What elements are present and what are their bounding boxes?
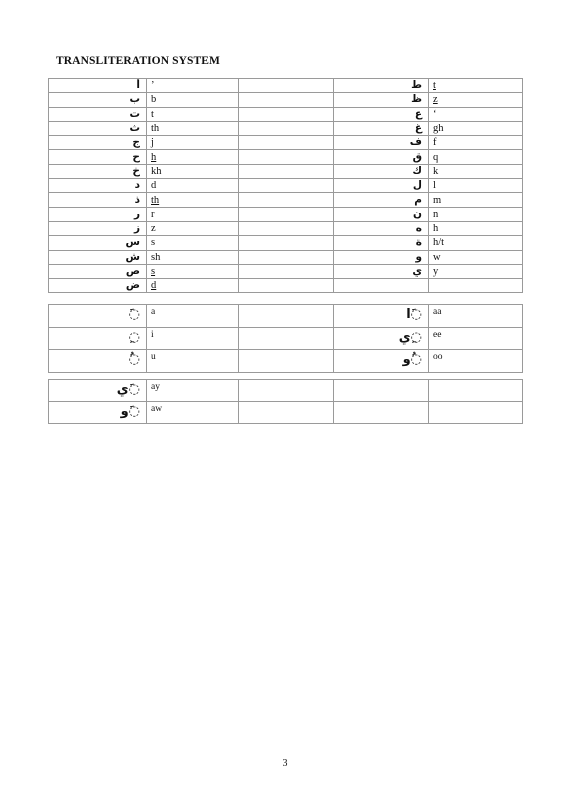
arabic-letter-cell-text: ي bbox=[412, 265, 422, 277]
transliteration-cell-text: y bbox=[433, 266, 439, 277]
transliteration-cell-text: j bbox=[151, 137, 154, 149]
transliteration-cell-text: u bbox=[151, 352, 156, 363]
arabic-letter-cell bbox=[334, 150, 429, 164]
transliteration-cell-text: d bbox=[151, 180, 157, 192]
arabic-letter-cell bbox=[334, 179, 429, 193]
transliteration-cell-text: s bbox=[151, 237, 156, 249]
arabic-letter-cell-text: ظ bbox=[411, 93, 422, 106]
arabic-letter-cell-text: ◌ِ bbox=[128, 329, 140, 345]
transliteration-cell-text: k bbox=[433, 165, 439, 177]
arabic-letter-cell bbox=[334, 236, 429, 250]
transliteration-cell bbox=[147, 93, 239, 107]
transliteration-cell-text: ʻ bbox=[433, 108, 437, 120]
transliteration-cell-text: h bbox=[433, 223, 439, 235]
page-number: 3 bbox=[282, 758, 288, 769]
empty-cell bbox=[239, 305, 334, 328]
empty-cell bbox=[239, 350, 334, 373]
transliteration-cell bbox=[429, 121, 523, 135]
transliteration-cell-text: th bbox=[151, 123, 160, 135]
transliteration-cell bbox=[147, 250, 239, 264]
arabic-letter-cell-text: ه bbox=[415, 222, 422, 235]
transliteration-cell-text: n bbox=[433, 208, 439, 220]
empty-cell bbox=[429, 402, 523, 424]
arabic-letter-cell-text: و bbox=[415, 250, 422, 263]
empty-cell bbox=[334, 402, 429, 424]
transliteration-cell-text: sh bbox=[151, 251, 161, 263]
transliteration-cell bbox=[429, 250, 523, 264]
transliteration-cell bbox=[429, 79, 523, 93]
arabic-letter-cell-text: أ bbox=[136, 79, 140, 92]
transliteration-cell-text: t bbox=[151, 108, 154, 120]
arabic-letter-cell-text: ت bbox=[129, 107, 140, 120]
transliteration-cell bbox=[429, 236, 523, 250]
transliteration-cell-text: gh bbox=[433, 123, 444, 135]
arabic-letter-cell-text: ز bbox=[133, 222, 140, 235]
transliteration-cell-text: w bbox=[433, 251, 441, 263]
transliteration-cell bbox=[147, 221, 239, 235]
transliteration-cell bbox=[147, 279, 239, 293]
arabic-letter-cell bbox=[334, 327, 429, 350]
empty-cell bbox=[239, 402, 334, 424]
transliteration-cell bbox=[147, 236, 239, 250]
transliteration-cell-text: h bbox=[151, 151, 157, 163]
arabic-letter-cell-text: د bbox=[134, 179, 140, 192]
empty-cell bbox=[239, 79, 334, 93]
arabic-letter-cell-text: خ bbox=[132, 164, 140, 177]
transliteration-cell-text: z bbox=[433, 94, 438, 106]
consonants-row bbox=[49, 279, 523, 293]
arabic-letter-cell bbox=[49, 79, 147, 93]
consonants-row bbox=[49, 150, 523, 164]
arabic-letter-cell-text: ث bbox=[129, 122, 140, 135]
arabic-letter-cell bbox=[334, 279, 429, 293]
arabic-letter-cell bbox=[49, 327, 147, 350]
transliteration-cell-text: th bbox=[151, 194, 160, 206]
transliteration-cell bbox=[429, 136, 523, 150]
transliteration-cell bbox=[147, 327, 239, 350]
transliteration-cell bbox=[147, 179, 239, 193]
arabic-letter-cell bbox=[49, 207, 147, 221]
arabic-letter-cell bbox=[49, 380, 147, 402]
arabic-letter-cell-text: ج bbox=[132, 136, 140, 149]
arabic-letter-cell-text: ◌ِي bbox=[398, 329, 422, 345]
arabic-letter-cell bbox=[49, 107, 147, 121]
consonants-row bbox=[49, 250, 523, 264]
arabic-letter-cell-text: ل bbox=[412, 179, 422, 192]
transliteration-cell bbox=[429, 107, 523, 121]
transliteration-cell-text: m bbox=[433, 194, 442, 206]
empty-cell bbox=[239, 380, 334, 402]
transliteration-cell bbox=[429, 150, 523, 164]
arabic-letter-cell-text: ش bbox=[125, 250, 140, 263]
arabic-letter-cell-text: ع bbox=[414, 107, 422, 120]
transliteration-cell bbox=[147, 380, 239, 402]
arabic-letter-cell bbox=[334, 207, 429, 221]
arabic-letter-cell-text: ◌َي bbox=[116, 382, 140, 397]
page-title: TRANSLITERATION SYSTEM bbox=[56, 55, 220, 67]
arabic-letter-cell bbox=[49, 305, 147, 328]
empty-cell bbox=[239, 207, 334, 221]
transliteration-cell bbox=[147, 193, 239, 207]
arabic-letter-cell bbox=[334, 221, 429, 235]
consonants-row bbox=[49, 179, 523, 193]
arabic-letter-cell bbox=[334, 136, 429, 150]
arabic-letter-cell-text: ح bbox=[132, 150, 140, 163]
arabic-letter-cell-text: غ bbox=[414, 122, 422, 135]
arabic-letter-cell bbox=[334, 121, 429, 135]
arabic-letter-cell-text: ق bbox=[412, 150, 422, 163]
arabic-letter-cell-text: ف bbox=[409, 136, 422, 149]
transliteration-cell-text: t bbox=[433, 80, 436, 92]
transliteration-cell-text: kh bbox=[151, 165, 162, 177]
vowels-row bbox=[49, 327, 523, 350]
vowels-table bbox=[48, 304, 523, 373]
transliteration-cell-text: ʼ bbox=[151, 80, 155, 92]
arabic-letter-cell bbox=[49, 136, 147, 150]
consonants-row bbox=[49, 93, 523, 107]
transliteration-cell bbox=[147, 136, 239, 150]
transliteration-cell bbox=[429, 164, 523, 178]
transliteration-cell-text: q bbox=[433, 151, 439, 163]
arabic-letter-cell-text: ◌ُ bbox=[128, 352, 140, 368]
consonants-row bbox=[49, 193, 523, 207]
empty-cell bbox=[239, 193, 334, 207]
transliteration-cell-text: aa bbox=[433, 307, 442, 317]
transliteration-cell-text: i bbox=[151, 329, 154, 340]
transliteration-cell bbox=[429, 264, 523, 278]
consonants-row bbox=[49, 207, 523, 221]
consonants-row bbox=[49, 264, 523, 278]
transliteration-cell bbox=[429, 207, 523, 221]
empty-cell bbox=[239, 136, 334, 150]
transliteration-cell-text: l bbox=[433, 180, 436, 192]
arabic-letter-cell-text: ر bbox=[133, 207, 140, 220]
vowels-row bbox=[49, 350, 523, 373]
transliteration-cell bbox=[147, 350, 239, 373]
consonants-row bbox=[49, 236, 523, 250]
empty-cell bbox=[239, 121, 334, 135]
diphthongs-table bbox=[48, 379, 523, 424]
arabic-letter-cell bbox=[334, 264, 429, 278]
transliteration-cell bbox=[147, 402, 239, 424]
arabic-letter-cell bbox=[49, 264, 147, 278]
consonants-row bbox=[49, 121, 523, 135]
transliteration-cell bbox=[429, 350, 523, 373]
diphthongs-row bbox=[49, 380, 523, 402]
transliteration-cell bbox=[429, 221, 523, 235]
transliteration-cell bbox=[147, 207, 239, 221]
transliteration-cell-text: z bbox=[151, 223, 156, 235]
transliteration-cell bbox=[429, 305, 523, 328]
empty-cell bbox=[239, 221, 334, 235]
empty-cell bbox=[239, 327, 334, 350]
empty-cell bbox=[239, 107, 334, 121]
arabic-letter-cell bbox=[49, 164, 147, 178]
arabic-letter-cell-text: ص bbox=[125, 265, 140, 277]
empty-cell bbox=[239, 264, 334, 278]
arabic-letter-cell-text: س bbox=[125, 236, 140, 249]
transliteration-cell bbox=[429, 327, 523, 350]
transliteration-cell-text: oo bbox=[433, 352, 443, 363]
arabic-letter-cell bbox=[334, 305, 429, 328]
arabic-letter-cell bbox=[334, 107, 429, 121]
diphthongs-row bbox=[49, 402, 523, 424]
transliteration-cell-text: s bbox=[151, 266, 156, 277]
arabic-letter-cell-text: ة bbox=[415, 236, 422, 249]
transliteration-cell-text: aw bbox=[151, 404, 163, 414]
consonants-row bbox=[49, 136, 523, 150]
empty-cell bbox=[334, 380, 429, 402]
consonants-row bbox=[49, 221, 523, 235]
transliteration-cell-text: f bbox=[433, 137, 437, 149]
transliteration-cell bbox=[147, 164, 239, 178]
consonants-table bbox=[48, 78, 523, 293]
arabic-letter-cell-text: ◌َا bbox=[406, 307, 422, 322]
arabic-letter-cell bbox=[49, 121, 147, 135]
transliteration-cell bbox=[147, 305, 239, 328]
arabic-letter-cell bbox=[49, 150, 147, 164]
consonants-row bbox=[49, 107, 523, 121]
arabic-letter-cell-text: ن bbox=[413, 207, 422, 220]
transliteration-cell bbox=[429, 193, 523, 207]
arabic-letter-cell bbox=[49, 250, 147, 264]
transliteration-cell-text: r bbox=[151, 208, 155, 220]
arabic-letter-cell bbox=[49, 93, 147, 107]
consonants-row bbox=[49, 164, 523, 178]
arabic-letter-cell bbox=[334, 193, 429, 207]
arabic-letter-cell-text: ◌ُو bbox=[402, 352, 422, 368]
vowels-row bbox=[49, 305, 523, 328]
arabic-letter-cell-text: ◌َو bbox=[120, 404, 140, 419]
transliteration-cell-text: a bbox=[151, 307, 156, 317]
arabic-letter-cell-text: ض bbox=[125, 279, 140, 292]
arabic-letter-cell-text: ب bbox=[129, 93, 140, 106]
transliteration-cell-text: ee bbox=[433, 329, 442, 340]
transliteration-cell bbox=[147, 79, 239, 93]
arabic-letter-cell bbox=[49, 221, 147, 235]
arabic-letter-cell bbox=[49, 236, 147, 250]
consonants-row bbox=[49, 79, 523, 93]
arabic-letter-cell bbox=[334, 350, 429, 373]
arabic-letter-cell bbox=[334, 250, 429, 264]
arabic-letter-cell bbox=[334, 164, 429, 178]
arabic-letter-cell bbox=[49, 279, 147, 293]
arabic-letter-cell bbox=[49, 350, 147, 373]
transliteration-cell bbox=[147, 121, 239, 135]
arabic-letter-cell bbox=[334, 93, 429, 107]
transliteration-cell-text: d bbox=[151, 280, 157, 292]
transliteration-cell bbox=[147, 150, 239, 164]
empty-cell bbox=[239, 179, 334, 193]
transliteration-cell bbox=[429, 93, 523, 107]
empty-cell bbox=[429, 380, 523, 402]
arabic-letter-cell-text: ذ bbox=[134, 193, 140, 206]
transliteration-cell bbox=[147, 107, 239, 121]
arabic-letter-cell bbox=[49, 193, 147, 207]
arabic-letter-cell-text: ط bbox=[411, 79, 422, 92]
transliteration-cell-text: h/t bbox=[433, 237, 445, 249]
arabic-letter-cell bbox=[49, 402, 147, 424]
transliteration-cell bbox=[429, 279, 523, 293]
arabic-letter-cell-text: ك bbox=[412, 164, 422, 177]
arabic-letter-cell bbox=[49, 179, 147, 193]
empty-cell bbox=[239, 250, 334, 264]
arabic-letter-cell-text: ◌َ bbox=[128, 307, 140, 322]
arabic-letter-cell bbox=[334, 79, 429, 93]
empty-cell bbox=[239, 93, 334, 107]
transliteration-cell-text: b bbox=[151, 94, 157, 106]
empty-cell bbox=[239, 236, 334, 250]
empty-cell bbox=[239, 164, 334, 178]
transliteration-cell-text: ay bbox=[151, 382, 160, 392]
transliteration-cell bbox=[429, 179, 523, 193]
empty-cell bbox=[239, 279, 334, 293]
transliteration-cell bbox=[147, 264, 239, 278]
arabic-letter-cell-text: م bbox=[414, 193, 422, 206]
empty-cell bbox=[239, 150, 334, 164]
